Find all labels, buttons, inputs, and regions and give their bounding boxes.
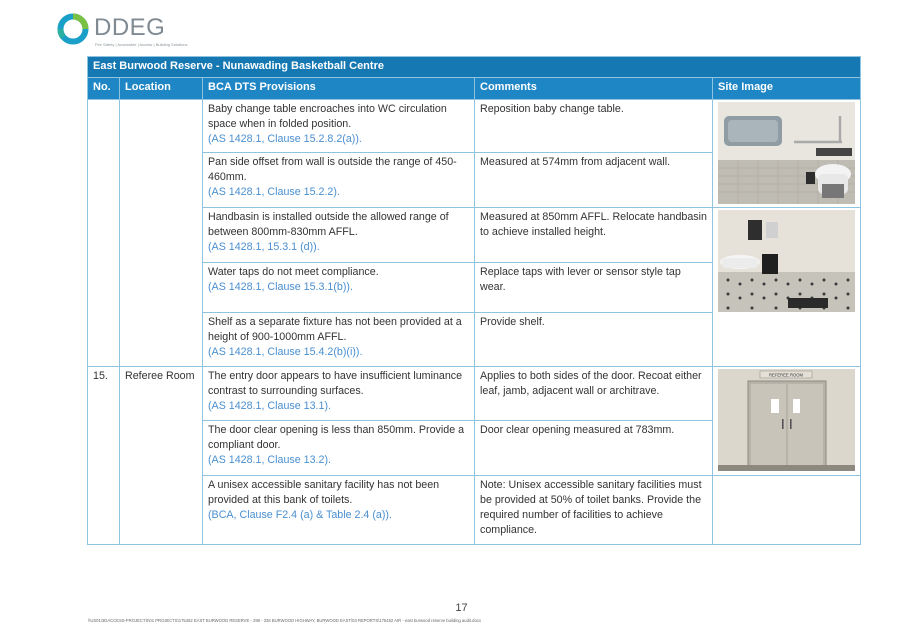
table-row — [88, 366, 861, 420]
audit-table — [87, 56, 861, 545]
cell-provision — [203, 262, 475, 312]
header-provisions: BCA DTS Provisions — [203, 78, 475, 99]
logo-tagline: Fire Safety | Accessible | Access | Building Solutions — [95, 42, 188, 47]
cell-provision — [203, 366, 475, 420]
footer-file-path: \\US01\3DACCESS-PROJECTS\01 PROJECTS\175452 EAST BURWOOD RESERVE - 298 - 336 BURWOOD HIGHWAY, BURWOOD EAST\03 REPORTS\175452 AIR - east burwood reserve building audit.docx — [88, 618, 481, 623]
referee-door-photo — [718, 369, 855, 471]
cell-comment: Provide shelf. — [475, 312, 713, 366]
header-no: No. — [88, 78, 120, 99]
cell-comment: Reposition baby change table. — [475, 99, 713, 152]
provision-text: Pan side offset from wall is outside the range of 450-460mm. — [208, 155, 457, 183]
cell-location — [120, 99, 203, 366]
table-title-row — [88, 57, 861, 78]
handbasin-photo — [718, 210, 855, 312]
cell-provision — [203, 207, 475, 262]
header-location: Location — [120, 78, 203, 99]
provision-reference: (AS 1428.1, Clause 13.1). — [208, 400, 331, 413]
provision-reference: (BCA, Clause F2.4 (a) & Table 2.4 (a)). — [208, 509, 392, 522]
cell-comment: Note: Unisex accessible sanitary facilities must be provided at 50% of toilet banks. Provide the required number of facilities to achieve compliance. — [475, 475, 713, 544]
cell-comment: Applies to both sides of the door. Recoat either leaf, jamb, adjacent wall or architrave. — [475, 366, 713, 420]
provision-text: The entry door appears to have insufficient luminance contrast to surrounding surfaces. — [208, 369, 463, 397]
cell-comment: Measured at 574mm from adjacent wall. — [475, 152, 713, 207]
provision-reference: (AS 1428.1, Clause 15.3.1(b)). — [208, 280, 353, 293]
company-logo — [57, 13, 257, 49]
header-site-image: Site Image — [713, 78, 861, 99]
provision-reference: (AS 1428.1, Clause 15.2.2). — [208, 186, 340, 199]
header-comments: Comments — [475, 78, 713, 99]
provision-reference: (AS 1428.1, Clause 13.2). — [208, 454, 331, 467]
provision-text: Shelf as a separate fixture has not been provided at a height of 900-1000mm AFFL. — [208, 315, 462, 343]
cell-no — [88, 99, 120, 366]
provision-reference: (AS 1428.1, 15.3.1 (d)). — [208, 241, 320, 254]
cell-site-image — [713, 207, 861, 366]
cell-location: Referee Room — [120, 366, 203, 544]
page-number: 17 — [455, 602, 468, 614]
provision-text: The door clear opening is less than 850mm. Provide a compliant door. — [208, 423, 465, 451]
cell-site-image — [713, 366, 861, 475]
cell-provision — [203, 99, 475, 152]
cell-provision — [203, 312, 475, 366]
table-header-row — [88, 78, 861, 99]
cell-comment: Door clear opening measured at 783mm. — [475, 420, 713, 475]
provision-text: Baby change table encroaches into WC circulation space when in folded position. — [208, 102, 447, 130]
cell-provision — [203, 420, 475, 475]
provision-reference: (AS 1428.1, Clause 15.2.8.2(a)). — [208, 133, 362, 146]
table-row — [88, 207, 861, 262]
cell-provision — [203, 475, 475, 544]
table-row — [88, 99, 861, 152]
provision-text: A unisex accessible sanitary facility has not been provided at this bank of toilets. — [208, 478, 440, 506]
cell-comment: Replace taps with lever or sensor style tap wear. — [475, 262, 713, 312]
cell-comment: Measured at 850mm AFFL. Relocate handbasin to achieve installed height. — [475, 207, 713, 262]
logo-ring-icon — [57, 13, 89, 45]
baby-change-photo — [718, 102, 855, 204]
cell-site-image — [713, 99, 861, 207]
cell-site-image — [713, 475, 861, 544]
provision-text: Water taps do not meet compliance. — [208, 265, 379, 278]
cell-no: 15. — [88, 366, 120, 544]
cell-provision — [203, 152, 475, 207]
provision-reference: (AS 1428.1, Clause 15.4.2(b)(i)). — [208, 346, 363, 359]
door-sign: REFEREE ROOM — [769, 372, 803, 378]
table-row — [88, 475, 861, 544]
table-title: East Burwood Reserve - Nunawading Basketball Centre — [88, 57, 861, 78]
logo-name: DDEG — [94, 14, 166, 41]
provision-text: Handbasin is installed outside the allowed range of between 800mm-830mm AFFL. — [208, 210, 449, 238]
